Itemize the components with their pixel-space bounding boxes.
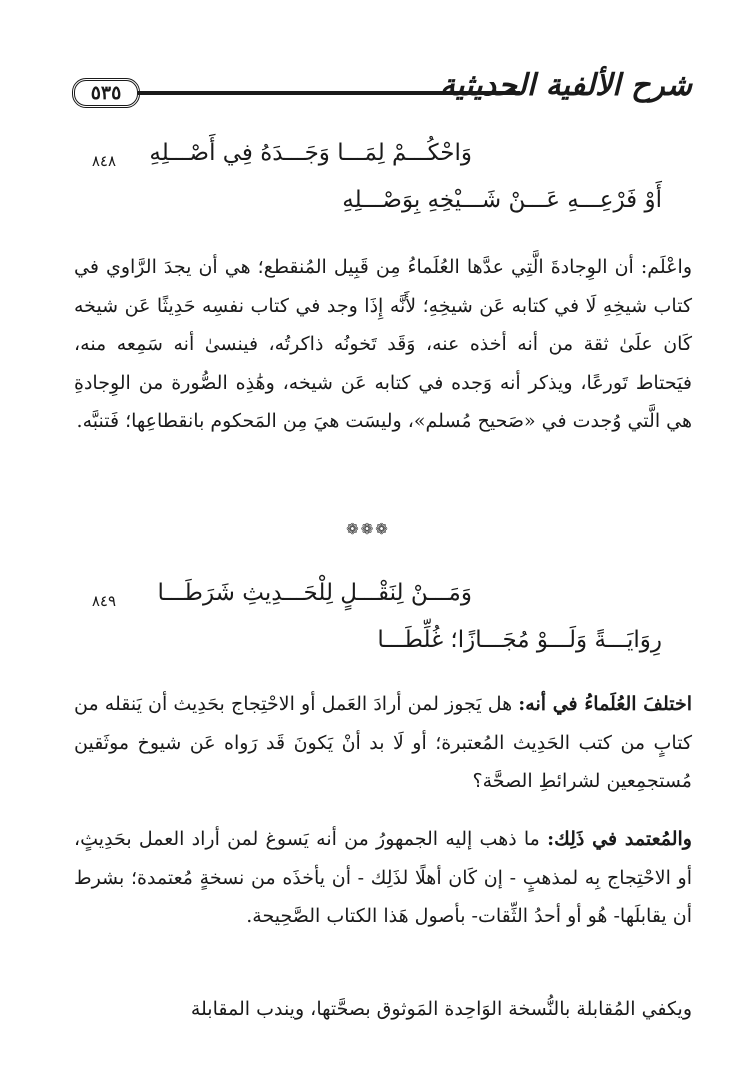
paragraph-reliable-view — [74, 820, 692, 936]
paragraph-wijada: واعْلَم: أن الوِجادةَ الَّتِي عدَّها العُلَماءُ مِن قَبِيل المُنقطع؛ هي أن يجدَ الرَّاوي في كتاب شيخِهِ لَا في كتابه عَن شيخِهِ؛ لأَنَّه إِذَا وجد في كتاب نفسِه حَدِيثًا عَن شيخه كَان علَىٰ ثقة من أنه أخذه عنه، وَقَد تَخونُه ذاكرتُه، فينسىٰ أنه سَمِعه منه، فيَحتاط تَورعًا، ويذكر أنه وَجده في كتابه عَن شيخه، وهَٰذِه الصُّورة من الوِجادةِ هي الَّتي وُجدت في «صَحيح مُسلم»، وليسَت هيَ مِن المَحكوم بانقطاعِها؛ فَتنبَّه. — [74, 256, 692, 432]
verse-849-line-2: رِوَايَـــةً وَلَـــوْ مُجَـــازًا؛ غُلِّطَـــا — [377, 627, 662, 653]
paragraph-lead: اختلفَ العُلَماءُ في أنه: — [518, 693, 692, 715]
verse-number-848: ٨٤٨ — [91, 152, 116, 170]
verse-849-line-1: وَمَـــنْ لِنَقْـــلٍ لِلْحَـــدِيثِ شَرَطَـــا — [157, 580, 472, 606]
section-ornament: ❁❁❁ — [346, 520, 390, 538]
book-title: شرح الألفية الحديثية — [440, 68, 692, 103]
verse-848-line-1: وَاحْكُـــمْ لِمَـــا وَجَـــدَهُ فِي أَصْـــلِهِ — [149, 140, 472, 166]
paragraph-collation: ويكفي المُقابلة بالنُّسخة الوَاحِدة المَوثوق بصحَّتها، ويندب المقابلة — [190, 998, 692, 1020]
paragraph-scholars-disagreement — [74, 685, 692, 801]
paragraph-lead: والمُعتمد في ذَلِك: — [547, 828, 692, 850]
verse-number-849: ٨٤٩ — [91, 592, 116, 610]
page-header — [72, 66, 692, 126]
paragraph-body: ما ذهب إليه الجمهورُ من أنه يَسوغ لمن أراد العمل بحَدِيثٍ، أو الاحْتِجاج بِه لمذهبٍ - إن كَان أهلًا لذَلِك - أن يأخذَه من نسخةٍ مُعتمدة؛ بشرط أن يقابلَها- هُو أو أحدُ الثِّقات- بأصول هَذا الكتاب الصَّحِيحة. — [74, 828, 692, 927]
verse-848-line-2: أَوْ فَرْعِـــهِ عَـــنْ شَـــيْخِهِ بِوَصْـــلِهِ — [342, 187, 662, 213]
paragraph-body: هل يَجوز لمن أرادَ العَمل أو الاحْتِجاج بحَدِيث أن يَنقله من كتابٍ من كتب الحَدِيث المُعتبرة؛ أو لَا بد أنْ يَكونَ قَد رَواه عَن شيوخ موثَقين مُستجمِعين لشرائطِ الصحَّة؟ — [74, 693, 692, 792]
page-number: ٥٣٥ — [72, 78, 140, 108]
